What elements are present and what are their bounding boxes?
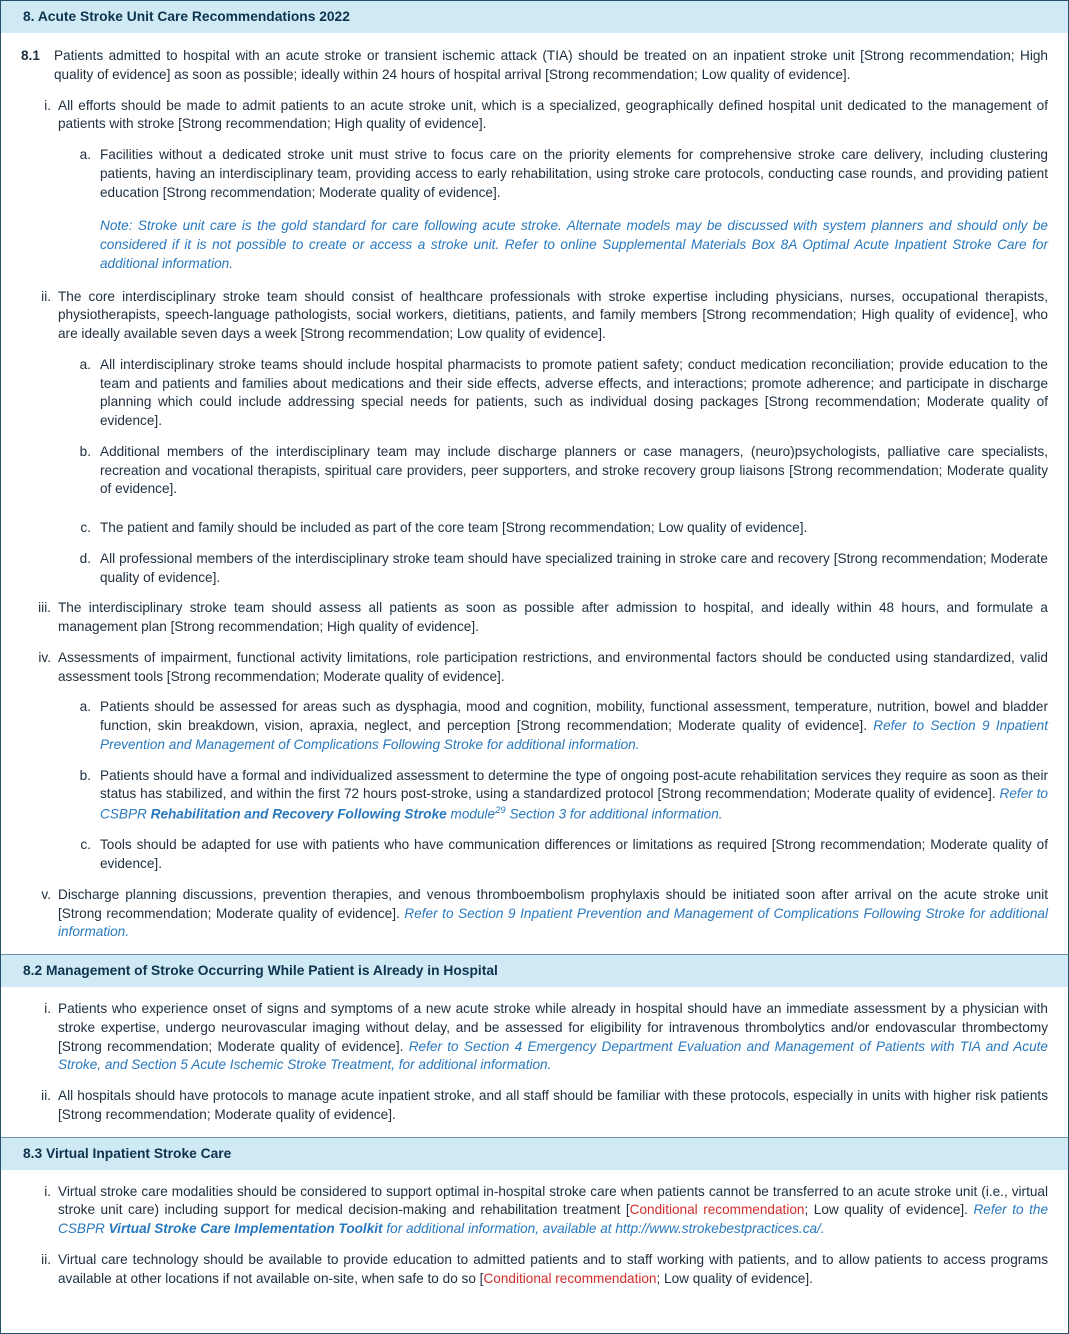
conditional-recommendation-label: Conditional recommendation	[629, 1202, 805, 1218]
cross-reference-text: Refer to CSBPR	[100, 786, 1048, 822]
cross-reference-text: Refer to the CSBPR	[58, 1202, 1049, 1237]
item-label: a.	[79, 147, 91, 163]
body-text: All efforts should be made to admit patients to an acute stroke unit, which is a specialized, geographically defined hospital unit dedicated to the management of patients with stroke [Strong recommendation; High quality of evidence].	[58, 97, 1048, 132]
item-text	[58, 599, 1048, 637]
conditional-recommendation-label: Conditional recommendation	[483, 1270, 657, 1286]
document-title: 8. Acute Stroke Unit Care Recommendations 2022	[23, 9, 350, 24]
body-text: Additional members of the interdisciplinary team may include discharge planners or case managers, (neuro)psychologists, palliative care specialists, recreation and vocational therapists, spiritual care providers, peer supporters, and stroke recovery group liaisons [Strong recommendation; Moderate quality of evidence].	[100, 443, 1048, 497]
item-label: i.	[44, 1001, 51, 1017]
section-header-bar	[1, 954, 1068, 987]
item-text	[58, 97, 1048, 135]
recommendation-item	[1, 288, 1068, 344]
item-text	[58, 886, 1048, 942]
recommendation-item	[1, 599, 1068, 637]
body-text: The core interdisciplinary stroke team should consist of healthcare professionals with stroke expertise including physicians, nurses, occupational therapists, physiotherapists, speech-language pathologists, social workers, dietitians, patients, and family members [Strong recommendation; High quality of evidence], who are ideally available seven days a week [Strong recommendation; Low quality of evidence].	[58, 288, 1048, 342]
item-text	[58, 1000, 1048, 1075]
item-label: iii.	[38, 600, 51, 616]
body-text: The interdisciplinary stroke team should assess all patients as soon as possible after admission to hospital, and ideally within 48 hours, and formulate a management plan [Strong recommendation; High quality of evidence].	[58, 600, 1048, 635]
body-text: Patients should have a formal and individualized assessment to determine the type of ongoing post-acute rehabilitation services they require as soon as their status has stabilized, and within the first 72 hours post-stroke, using a standardized protocol [Strong recommendation; Moderate quality of evidence].	[100, 767, 1048, 802]
section-header-title: 8.3 Virtual Inpatient Stroke Care	[23, 1145, 232, 1161]
recommendation-item	[1, 97, 1068, 135]
recommendation-item	[1, 47, 1068, 85]
recommendation-item	[1, 146, 1068, 202]
cross-reference-text: Note: Stroke unit care is the gold standard for care following acute stroke. Alternate models may be discussed with system planners and should only be considered if it is not possible to create or access a stroke unit. Refer to online Supplemental Materials Box 8A Optimal Acute Inpatient Stroke Care for additional information.	[100, 218, 1048, 271]
cross-reference-text: module	[446, 806, 496, 822]
document-body	[1, 47, 1068, 1288]
recommendation-item	[1, 886, 1068, 942]
item-label: 8.1	[21, 48, 40, 64]
recommendation-item	[1, 356, 1068, 431]
recommendation-item	[1, 698, 1068, 754]
external-link[interactable]: http://www.strokebestpractices.ca/.	[615, 1221, 825, 1237]
module-title-reference: Virtual Stroke Care Implementation Toolkit	[108, 1221, 383, 1237]
item-text	[100, 767, 1048, 825]
body-text: Tools should be adapted for use with patients who have communication differences or limitations as required [Strong recommendation; Moderate quality of evidence].	[100, 837, 1048, 872]
section-header-bar	[1, 1137, 1068, 1170]
cross-reference-text: Refer to Section 4 Emergency Department Evaluation and Management of Patients with TIA and Acute Stroke, and Section 5 Acute Ischemic Stroke Treatment, for additional information.	[58, 1038, 1048, 1073]
recommendation-item	[1, 443, 1068, 499]
recommendation-item	[1, 1000, 1068, 1075]
section-header-title: 8.2 Management of Stroke Occurring While Patient is Already in Hospital	[23, 963, 498, 979]
body-text: The patient and family should be included as part of the core team [Strong recommendation; Low quality of evidence].	[100, 520, 808, 536]
body-text: Patients who experience onset of signs and symptoms of a new acute stroke while already in hospital should have an immediate assessment by a physician with stroke expertise, undergo neurovascular imaging without delay, and be assessed for eligibility for intravenous thrombolytics and/or endovascular thrombectomy [Strong recommendation; Moderate quality of evidence].	[58, 1001, 1048, 1054]
recommendation-item	[1, 519, 1068, 538]
recommendation-item	[1, 550, 1068, 588]
item-text	[58, 1251, 1048, 1289]
body-text: All interdisciplinary stroke teams should include hospital pharmacists to promote patient safety; conduct medication reconciliation; provide education to the team and patients and families about medications and their side effects, adverse effects, and interactions; promote adherence; and participate in discharge planning which could include addressing special needs for patients, such as individual dosing packages [Strong recommendation; Moderate quality of evidence].	[100, 356, 1048, 429]
body-text: ; Low quality of evidence].	[804, 1202, 974, 1218]
item-label: b.	[79, 443, 91, 459]
item-text	[58, 649, 1048, 687]
item-label: d.	[79, 550, 91, 566]
module-title-reference: Rehabilitation and Recovery Following Stroke	[150, 806, 447, 822]
item-label: iv.	[38, 649, 51, 665]
citation-superscript: 29	[495, 805, 506, 817]
body-text: Virtual care technology should be available to provide education to admitted patients and to staff working with patients, and to allow patients to access programs available at other locations if not available on-site, when safe to do so [	[58, 1251, 1048, 1286]
cross-reference-text: for additional information, available at	[382, 1221, 616, 1237]
item-text	[54, 47, 1048, 85]
item-label: i.	[44, 1183, 51, 1199]
item-text	[100, 698, 1048, 754]
item-text	[100, 146, 1048, 202]
item-text	[58, 288, 1048, 344]
item-label: b.	[79, 767, 91, 783]
item-label: ii.	[41, 1088, 51, 1104]
body-text: Patients should be assessed for areas such as dysphagia, mood and cognition, mobility, functional assessment, temperature, nutrition, bowel and bladder function, skin breakdown, vision, apraxia, neglect, and perception [Strong recommendation; Moderate quality of evidence].	[100, 699, 1048, 734]
cross-reference-text: Section 3 for additional information.	[505, 806, 723, 822]
recommendation-item	[1, 836, 1068, 874]
body-text: All hospitals should have protocols to manage acute inpatient stroke, and all staff should be familiar with these protocols, especially in units with higher risk patients [Strong recommendation; Moderate quality of evidence].	[58, 1088, 1048, 1122]
recommendation-item	[1, 767, 1068, 825]
item-label: ii.	[41, 1251, 51, 1267]
cross-reference-text: Refer to Section 9 Inpatient Prevention and Management of Complications Following Stroke for additional information.	[58, 905, 1048, 940]
item-text	[100, 836, 1048, 874]
item-label: i.	[44, 97, 51, 113]
body-text: Virtual stroke care modalities should be considered to support optimal in-hospital stroke care when patients cannot be transferred to an acute stroke unit (i.e., virtual stroke unit care) including support for medical decision-making and rehabilitation treatment [	[58, 1183, 1048, 1218]
item-label: a.	[79, 699, 91, 715]
item-text	[100, 550, 1048, 588]
recommendation-item	[1, 1251, 1068, 1289]
item-text	[100, 443, 1048, 499]
item-text	[100, 356, 1048, 431]
item-label: c.	[80, 520, 91, 536]
item-label: a.	[79, 356, 91, 372]
document-title-bar	[1, 1, 1068, 33]
item-label: ii.	[41, 288, 51, 304]
body-text: Patients admitted to hospital with an acute stroke or transient ischemic attack (TIA) should be treated on an inpatient stroke unit [Strong recommendation; High quality of evidence] as soon as possible; ideally within 24 hours of hospital arrival [Strong recommendation; Low quality of evidence].	[54, 48, 1048, 82]
item-text	[58, 1087, 1048, 1125]
item-text	[58, 1183, 1048, 1239]
body-text: Assessments of impairment, functional activity limitations, role participation restrictions, and environmental factors should be conducted using standardized, valid assessment tools [Strong recommendation; Moderate quality of evidence].	[58, 649, 1048, 684]
item-text	[100, 519, 1048, 538]
recommendation-item	[1, 1087, 1068, 1125]
item-label: v.	[41, 886, 51, 902]
recommendation-item	[1, 1183, 1068, 1239]
cross-reference-text: Refer to Section 9 Inpatient Prevention and Management of Complications Following Stroke for additional information.	[100, 718, 1049, 752]
note-paragraph	[100, 217, 1048, 273]
body-text: All professional members of the interdisciplinary stroke team should have specialized training in stroke care and recovery [Strong recommendation; Moderate quality of evidence].	[100, 550, 1048, 585]
body-text: ; Low quality of evidence].	[656, 1270, 813, 1286]
body-text: Facilities without a dedicated stroke unit must strive to focus care on the priority elements for comprehensive stroke care delivery, including clustering patients, having an interdisciplinary team, providing access to early rehabilitation, using stroke care protocols, conducting case rounds, and providing patient education [Strong recommendation; Moderate quality of evidence].	[100, 147, 1048, 200]
body-text: Discharge planning discussions, prevention therapies, and venous thromboembolism prophylaxis should be initiated soon after arrival on the acute stroke unit [Strong recommendation; Moderate quality of evidence].	[58, 886, 1048, 921]
recommendation-item	[1, 649, 1068, 687]
item-label: c.	[80, 837, 91, 853]
